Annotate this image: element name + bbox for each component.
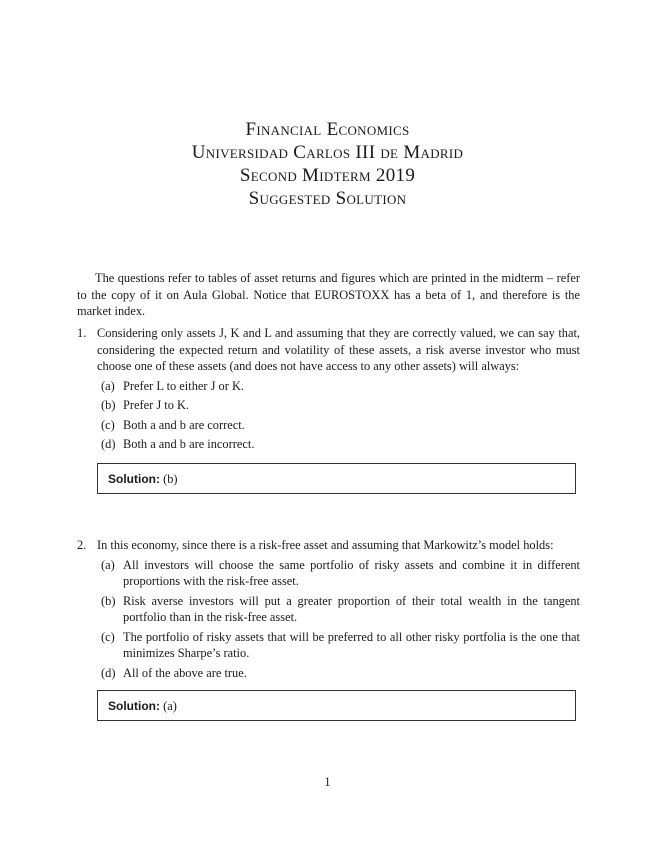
question-stem [77,537,580,554]
options-list [77,557,580,682]
solution-label: Solution: [108,472,160,486]
option-letter: (d) [101,437,116,451]
option-text: Prefer L to either J or K. [123,378,244,393]
solution-value: (b) [163,472,178,486]
option-c [101,629,580,662]
option-text: Both a and b are incorrect. [123,437,255,451]
question-text: Considering only assets J, K and L and assuming that they are correctly valued, we can say that, considering the expected return and volatility of these assets, a risk averse investor who must choose one of these assets (and does not have access to any other assets) will always: [97,326,580,373]
solution-label: Solution: [108,699,160,713]
document-title [0,118,655,210]
option-letter: (c) [101,629,115,644]
title-exam: Second Midterm 2019 [239,165,416,186]
solution-box-1 [97,463,576,494]
solution-box-2 [97,690,576,721]
option-d [101,436,580,453]
option-text: Both a and b are correct. [123,417,245,432]
option-text: All investors will choose the same portfolio of risky assets and combine it in different proportions with the risk-free asset. [123,557,580,588]
question-number: 1. [77,326,87,340]
option-a [101,378,580,395]
intro-paragraph: The questions refer to tables of asset returns and figures which are printed in the midterm – refer to the copy of it on Aula Global. Notice that EUROSTOXX has a beta of 1, and therefore is the market index. [77,271,580,318]
option-letter: (a) [101,378,115,393]
option-text: The portfolio of risky assets that will be preferred to all other risky portfolia is the one that minimizes Sharpe’s ratio. [123,629,580,660]
solution-value: (a) [163,699,177,713]
question-text: In this economy, since there is a risk-free asset and assuming that Markowitz’s model holds: [97,538,554,552]
question-number: 2. [77,538,87,552]
option-letter: (d) [101,665,116,680]
option-letter: (b) [101,593,116,608]
question-2 [77,537,580,684]
option-c [101,417,580,434]
option-a [101,557,580,590]
options-list [77,378,580,453]
option-letter: (a) [101,557,115,572]
title-university: Universidad Carlos III de Madrid [191,142,464,163]
option-text: Risk averse investors will put a greater proportion of their total wealth in the tangent portfolio than in the risk-free asset. [123,593,580,624]
question-stem [77,325,580,375]
option-letter: (b) [101,398,116,412]
title-course: Financial Economics [245,119,410,140]
option-d [101,665,580,682]
title-subtitle: Suggested Solution [248,188,407,209]
page-number: 1 [324,775,331,789]
question-1 [77,325,580,456]
option-text: Prefer J to K. [123,398,190,412]
option-letter: (c) [101,417,115,432]
option-b [101,593,580,626]
option-text: All of the above are true. [123,665,247,680]
option-b [101,397,580,414]
